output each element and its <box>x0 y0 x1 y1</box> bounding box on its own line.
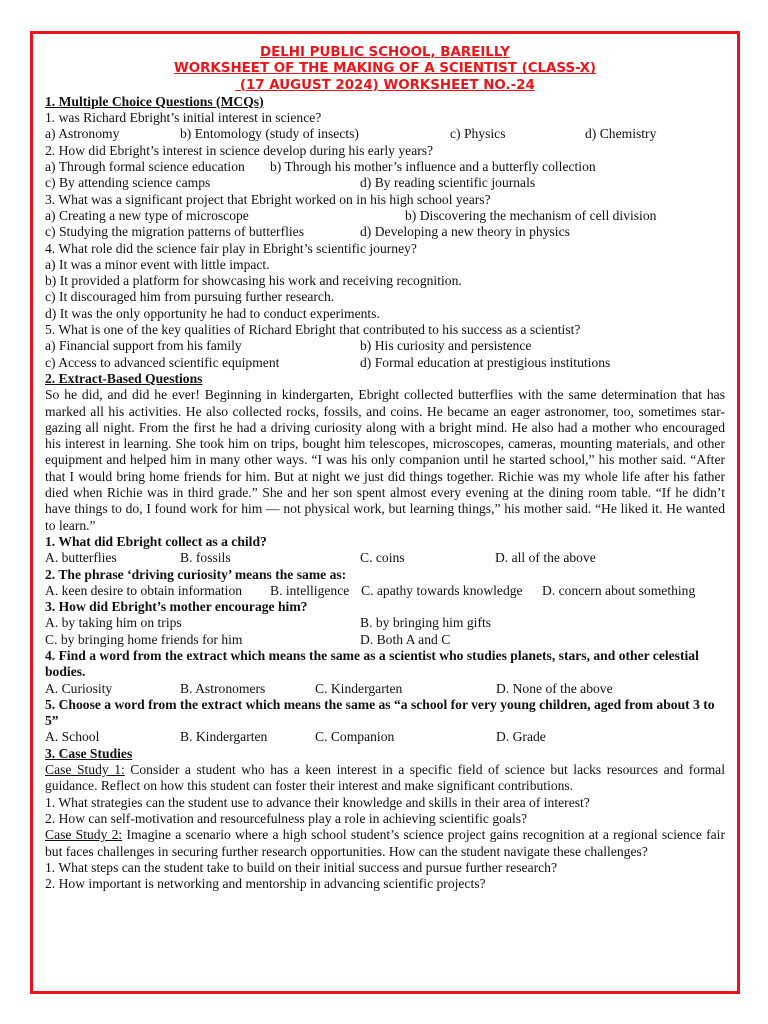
mcq-options-2b <box>45 175 725 191</box>
extract-passage: So he did, and did he ever! Beginning in kindergarten, Ebright collected butterflies with the same determination that has marked all his activities. He also collected rocks, fossils, and coins. He became an eager astronomer, too, sometimes star-gazing all night. From the first he had a driving curiosity along with a bright mind. He also had a mother who encouraged his interest in learning. She took him on trips, bought him telescopes, microscopes, cameras, mounting materials, and other equipment and helped him in many other ways. “I was his only companion until he started school,” his mother said. “After that I would bring home friends for him. But at night we just did things together. Richie was my whole life after his father died when Richie was in third grade.” She and her son spent almost every evening at the dining room table. “If he didn’t have things to do, I found work for him — not physical work, but learning things,” his mother said. “He liked it. He wanted to learn.” <box>45 387 725 533</box>
mcq-question-1: 1. was Richard Ebright’s initial interest in science? <box>45 110 322 126</box>
option: a) Through formal science education <box>45 159 245 175</box>
option: C. apathy towards knowledge <box>361 582 523 598</box>
option: b) Discovering the mechanism of cell division <box>405 207 657 223</box>
worksheet-title: WORKSHEET OF THE MAKING OF A SCIENTIST (CLASS-X) <box>173 61 597 77</box>
option: c) It discouraged him from pursuing further research. <box>45 289 335 305</box>
mcq-options-1 <box>45 126 725 142</box>
option: B. intelligence <box>270 582 350 598</box>
option: b) His curiosity and persistence <box>360 338 532 354</box>
option: D. Grade <box>496 729 546 745</box>
extract-options-4 <box>45 681 725 697</box>
mcq-options-2 <box>45 159 725 175</box>
case-study-1 <box>45 762 725 795</box>
case-study-2 <box>45 827 725 860</box>
extract-question-4: 4. Find a word from the extract which means the same as a scientist who studies planets, stars, and other celestial bodies. <box>45 647 699 680</box>
case-study-2-text: Imagine a scenario where a high school student’s science project gains recognition at a regional science fair but faces challenges in securing further research opportunities. How can the student navigate these challenges? <box>45 827 725 859</box>
case-study-1-label: Case Study 1: <box>45 762 125 778</box>
option: C. Companion <box>315 729 395 745</box>
mcq-options-3 <box>45 208 725 224</box>
extract-question-3: 3. How did Ebright’s mother encourage him? <box>45 599 308 615</box>
option: D. concern about something <box>542 582 696 598</box>
option: c) By attending science camps <box>45 175 211 191</box>
option: D. Both A and C <box>360 631 451 647</box>
worksheet <box>45 45 725 892</box>
option: a) Financial support from his family <box>45 338 242 354</box>
mcq-question-5: 5. What is one of the key qualities of Richard Ebright that contributed to his success as a scientist? <box>45 322 581 338</box>
option: c) Physics <box>450 126 506 142</box>
option: a) Astronomy <box>45 126 120 142</box>
mcq-options-3b <box>45 224 725 240</box>
option: C. by bringing home friends for him <box>45 631 243 647</box>
school-name: DELHI PUBLIC SCHOOL, BAREILLY <box>260 45 510 60</box>
worksheet-date: (17 AUGUST 2024) WORKSHEET NO.-24 <box>235 77 535 93</box>
option: d) Chemistry <box>585 126 657 142</box>
option: d) By reading scientific journals <box>360 175 536 191</box>
mcq-question-4: 4. What role did the science fair play in Ebright’s scientific journey? <box>45 240 417 256</box>
option: d) Developing a new theory in physics <box>360 224 570 240</box>
option: B. by bringing him gifts <box>360 615 492 631</box>
option: C. Kindergarten <box>315 680 403 696</box>
mcq-question-2: 2. How did Ebright’s interest in science develop during his early years? <box>45 142 434 158</box>
option: a) Creating a new type of microscope <box>45 207 249 223</box>
case-study-2-question-1: 1. What steps can the student take to build on their initial success and pursue further research? <box>45 859 557 875</box>
option: A. butterflies <box>45 550 117 566</box>
case-study-1-text: Consider a student who has a keen interest in a specific field of science but lacks resources and formal guidance. Reflect on how this student can foster their interest and make significant contributions. <box>45 762 725 794</box>
option: b) Through his mother’s influence and a butterfly collection <box>270 159 596 175</box>
extract-options-3 <box>45 615 725 631</box>
section-mcq-title: 1. Multiple Choice Questions (MCQs) <box>45 93 264 109</box>
extract-question-2: 2. The phrase ‘driving curiosity’ means the same as: <box>45 566 347 582</box>
extract-options-1 <box>45 550 725 566</box>
case-study-2-label: Case Study 2: <box>45 827 123 843</box>
mcq-options-5b <box>45 355 725 371</box>
case-study-1-question-1: 1. What strategies can the student use to advance their knowledge and skills in their area of interest? <box>45 794 590 810</box>
option: c) Studying the migration patterns of butterflies <box>45 224 304 240</box>
mcq-question-3: 3. What was a significant project that Ebright worked on in his high school years? <box>45 191 491 207</box>
extract-options-3b <box>45 632 725 648</box>
option: B. Astronomers <box>180 680 266 696</box>
option: C. coins <box>360 550 405 566</box>
option: A. keen desire to obtain information <box>45 582 243 598</box>
extract-question-1: 1. What did Ebright collect as a child? <box>45 533 267 549</box>
extract-options-2 <box>45 583 725 599</box>
extract-question-5: 5. Choose a word from the extract which means the same as “a school for very young children, aged from about 3 to 5” <box>45 696 715 729</box>
option: A. School <box>45 729 100 745</box>
option: A. Curiosity <box>45 680 113 696</box>
extract-options-5 <box>45 729 725 745</box>
option: D. None of the above <box>496 680 613 696</box>
case-study-2-question-2: 2. How important is networking and mentorship in advancing scientific projects? <box>45 876 486 892</box>
section-extract-title: 2. Extract-Based Questions <box>45 370 203 386</box>
option: d) It was the only opportunity he had to conduct experiments. <box>45 305 380 321</box>
option: A. by taking him on trips <box>45 615 182 631</box>
option: D. all of the above <box>495 550 596 566</box>
option: B. fossils <box>180 550 231 566</box>
option: a) It was a minor event with little impact. <box>45 256 270 272</box>
option: B. Kindergarten <box>180 729 268 745</box>
section-case-title: 3. Case Studies <box>45 745 133 761</box>
option: b) Entomology (study of insects) <box>180 126 359 142</box>
case-study-1-question-2: 2. How can self-motivation and resourcefulness play a role in achieving scientific goals? <box>45 810 528 826</box>
option: b) It provided a platform for showcasing his work and receiving recognition. <box>45 273 462 289</box>
option: d) Formal education at prestigious institutions <box>360 354 611 370</box>
option: c) Access to advanced scientific equipment <box>45 354 280 370</box>
mcq-options-5 <box>45 338 725 354</box>
